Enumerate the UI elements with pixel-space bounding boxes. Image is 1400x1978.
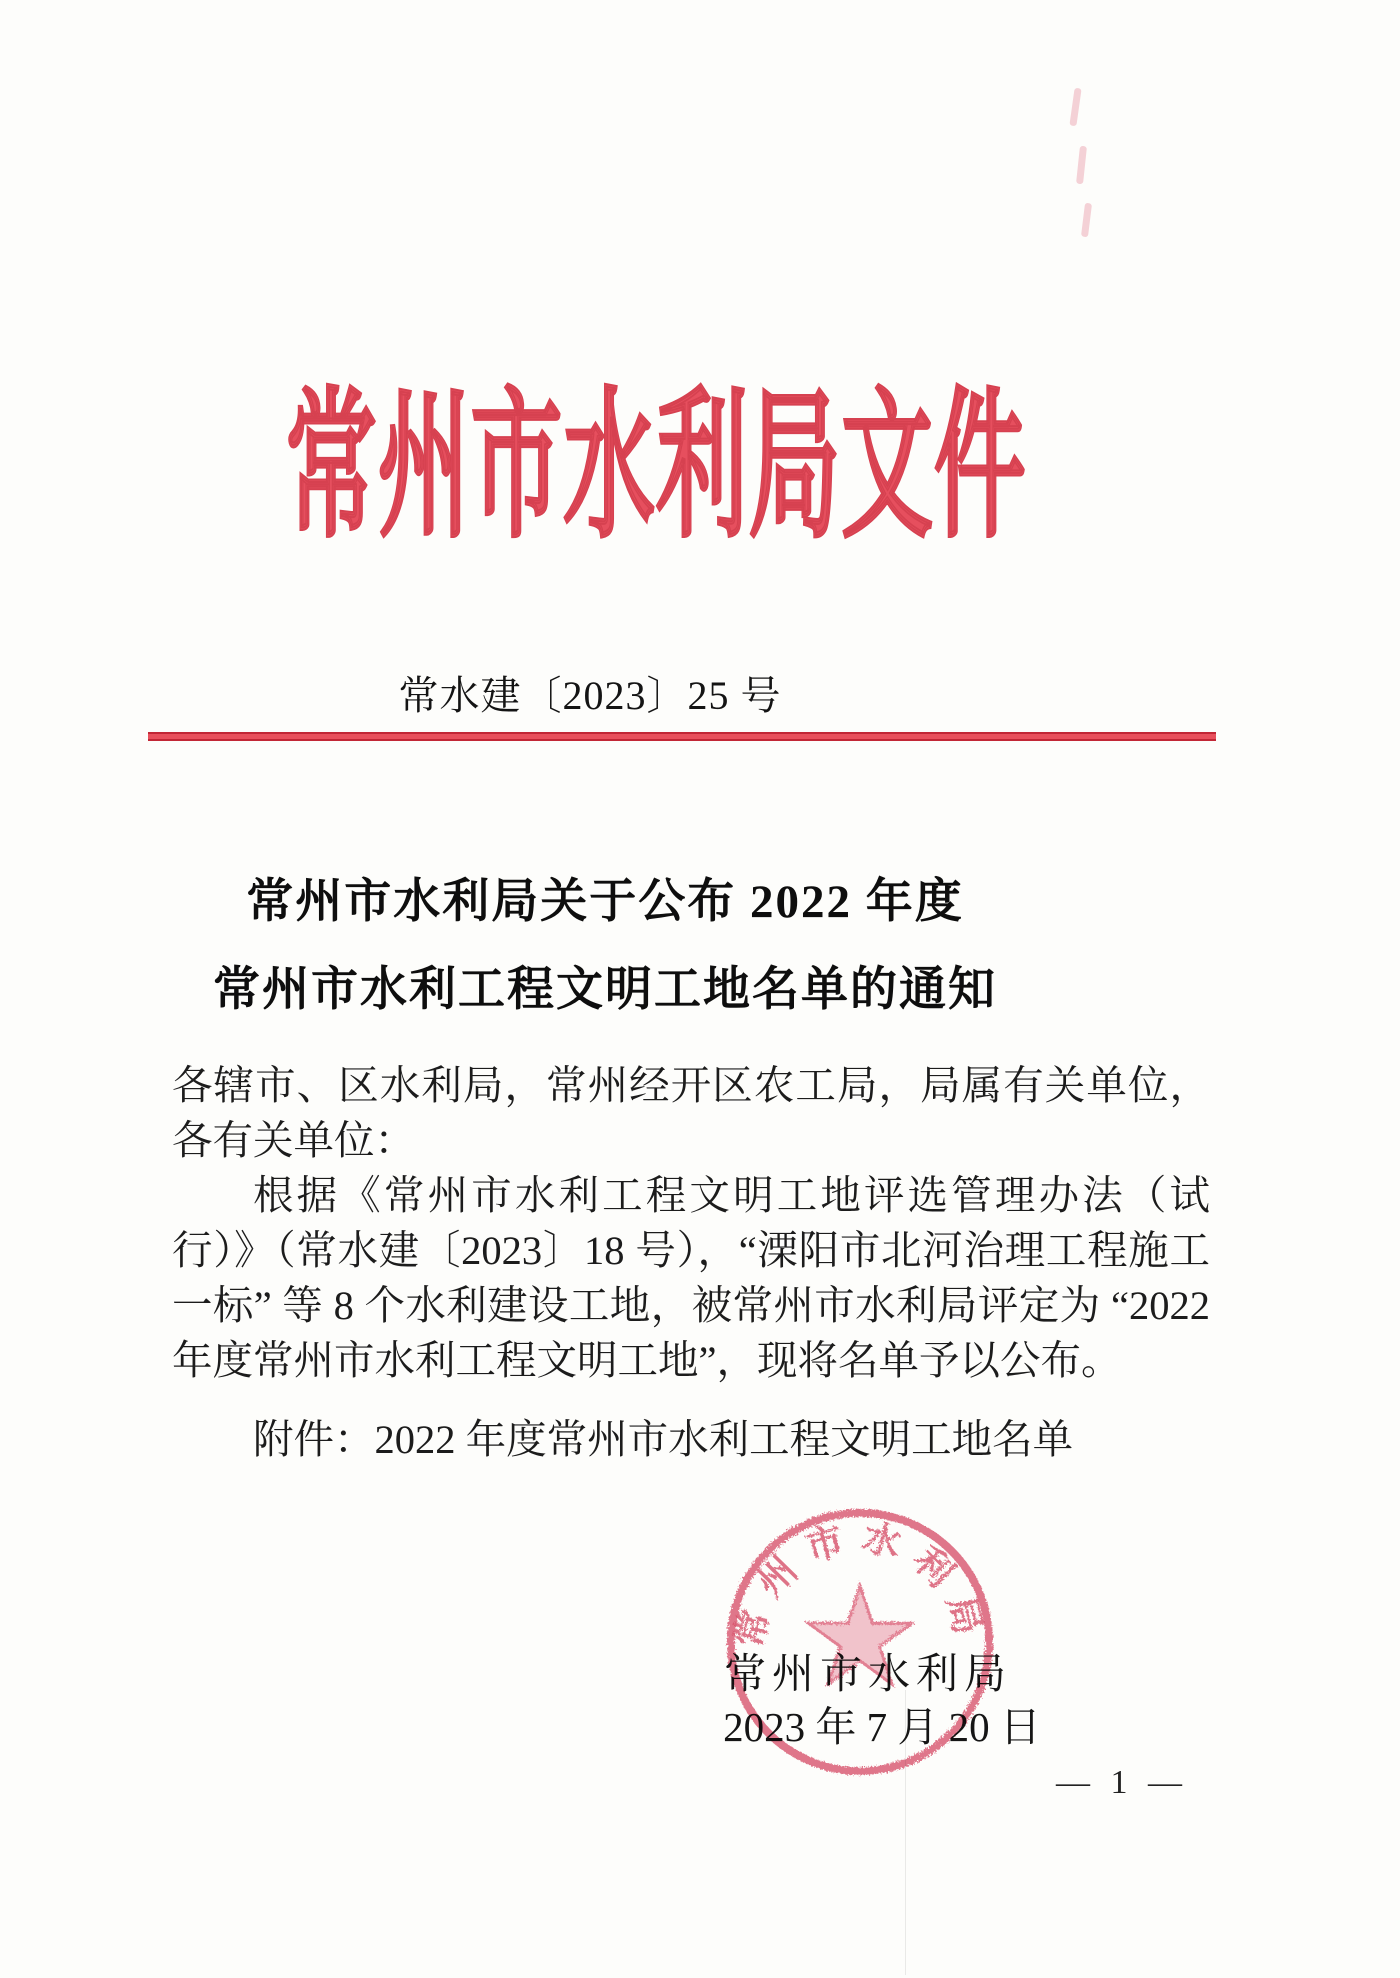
attachment-line: 附件：2022 年度常州市水利工程文明工地名单 bbox=[253, 1417, 1074, 1462]
scan-artifact bbox=[1081, 203, 1092, 238]
signature-date: 2023 年 7 月 20 日 bbox=[723, 1704, 1041, 1750]
page-number: — 1 — bbox=[1056, 1764, 1188, 1801]
seal-arc-text: 常州市水利局 bbox=[729, 1517, 991, 1652]
notice-body bbox=[172, 1058, 1210, 1467]
official-seal bbox=[722, 1504, 998, 1780]
letterhead-title-text: 常州市水利局文件 bbox=[285, 379, 1027, 558]
notice-title-line1: 常州市水利局关于公布 2022 年度 bbox=[246, 876, 964, 928]
scan-artifact bbox=[1069, 88, 1081, 127]
doc-number: 常水建〔2023〕25 号 bbox=[398, 673, 782, 718]
scan-fold-line bbox=[905, 1690, 906, 1975]
notice-title-line2: 常州市水利工程文明工地名单的通知 bbox=[213, 964, 997, 1016]
notice-title bbox=[55, 858, 1155, 1034]
red-rule-divider bbox=[148, 732, 1216, 741]
signature-org: 常州市水利局 bbox=[723, 1652, 1012, 1698]
letterhead-title bbox=[0, 379, 1108, 558]
recipients-line: 各辖市、区水利局，常州经开区农工局，局属有关单位，各有关单位： bbox=[172, 1063, 1210, 1163]
body-paragraph: 根据《常州市水利工程文明工地评选管理办法（试行）》（常水建〔2023〕18 号），“溧阳市北河治理工程施工一标” 等 8 个水利建设工地，被常州市水利局评定为 “2022 年度常州市水利工程文明工地”，现将名单予以公布。 bbox=[172, 1173, 1210, 1383]
seal-star-icon bbox=[808, 1586, 911, 1684]
scan-artifact bbox=[1076, 146, 1087, 185]
